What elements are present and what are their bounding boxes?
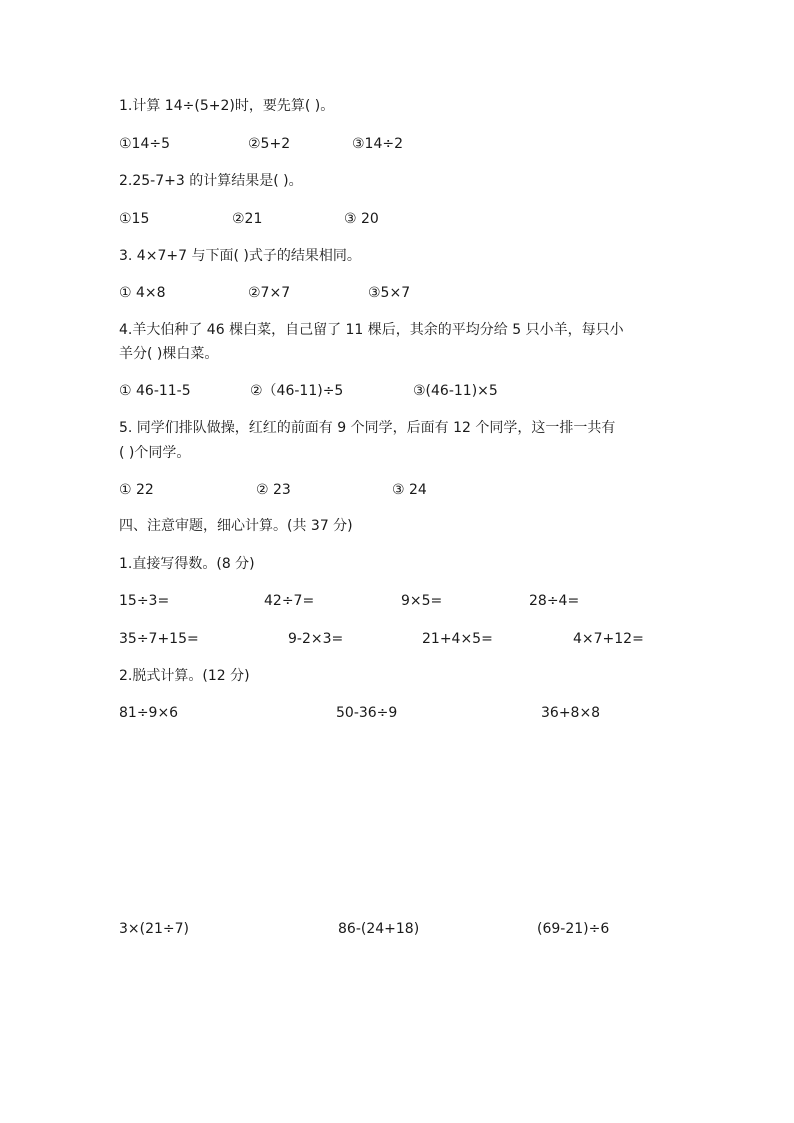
question-4-stem-line1: 4.羊大伯种了 46 棵白菜，自己留了 11 棵后，其余的平均分给 5 只小羊，每只小 [119,322,624,338]
question-4-option-1: ① 46-11-5 [119,383,191,399]
oral-calc-item: 28÷4= [529,593,580,609]
question-5-stem-line1: 5. 同学们排队做操，红红的前面有 9 个同学，后面有 12 个同学，这一排一共有 [119,420,616,436]
oral-calc-item: 9-2×3= [288,631,344,647]
question-1-option-1: ①14÷5 [119,136,171,152]
question-2-option-1: ①15 [119,211,150,227]
step-calc-item: 81÷9×6 [119,705,179,721]
oral-calc-item: 42÷7= [264,593,315,609]
question-4-stem-line2: 羊分( )棵白菜。 [119,346,219,362]
question-3-option-1: ① 4×8 [119,285,166,301]
question-1-option-3: ③14÷2 [352,136,404,152]
step-calc-item: 3×(21÷7) [119,921,190,937]
question-5-option-1: ① 22 [119,482,154,498]
question-4-option-3: ③(46-11)×5 [413,383,498,399]
question-2-option-2: ②21 [232,211,263,227]
question-5-stem-line2: ( )个同学。 [119,445,191,461]
section-4-part-1-title: 1.直接写得数。(8 分) [119,556,255,572]
question-1-option-2: ②5+2 [248,136,291,152]
oral-calc-item: 15÷3= [119,593,170,609]
question-3-stem: 3. 4×7+7 与下面( )式子的结果相同。 [119,248,361,264]
oral-calc-item: 21+4×5= [422,631,493,647]
oral-calc-item: 4×7+12= [573,631,644,647]
question-2-option-3: ③ 20 [344,211,379,227]
question-3-option-2: ②7×7 [248,285,291,301]
question-1-stem: 1.计算 14÷(5+2)时，要先算( )。 [119,98,335,114]
step-calc-item: 36+8×8 [541,705,601,721]
question-3-option-3: ③5×7 [368,285,411,301]
question-5-option-3: ③ 24 [392,482,427,498]
question-5-option-2: ② 23 [256,482,291,498]
oral-calc-item: 9×5= [401,593,443,609]
oral-calc-item: 35÷7+15= [119,631,199,647]
question-2-stem: 2.25-7+3 的计算结果是( )。 [119,173,303,189]
section-4-part-2-title: 2.脱式计算。(12 分) [119,668,250,684]
section-4-title: 四、注意审题，细心计算。(共 37 分) [119,518,353,534]
question-4-option-2: ②（46-11)÷5 [250,383,344,399]
step-calc-item: 50-36÷9 [336,705,398,721]
step-calc-item: 86-(24+18) [338,921,420,937]
step-calc-item: (69-21)÷6 [537,921,610,937]
